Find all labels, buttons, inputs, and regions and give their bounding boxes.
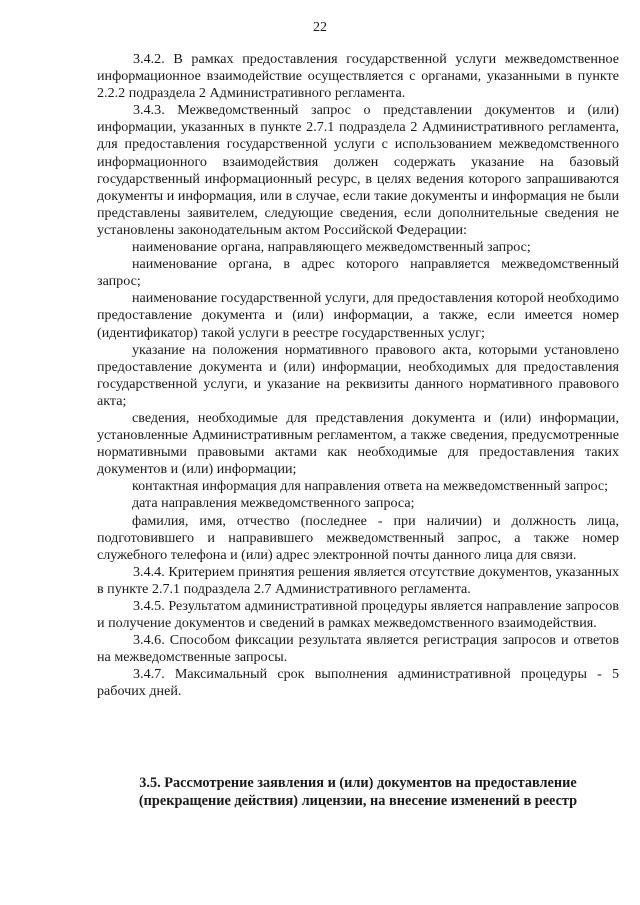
paragraph-3-4-2: 3.4.2. В рамках предоставления государственной услуги межведомственное информационное взаимодействие осуществляется с органами, указанными в пункте 2.2.2 подраздела 2 Административного регламента. (97, 51, 619, 102)
request-item-legal-act: указание на положения нормативного правового акта, которыми установлено предоставление документа и (или) информации, необходимых для предоставления государственной услуги, и указание на реквизиты данного нормативного правового акта; (97, 341, 619, 409)
request-item-contact-info: контактная информация для направления ответа на межведомственный запрос; (132, 478, 609, 495)
page-number: 22 (313, 20, 327, 35)
request-item-required-info: сведения, необходимые для представления документа и (или) информации, установленные Административным регламентом, а также сведения, предусмотренные нормативными правовыми актами как необходимые для предоставления таких документов и (или) информации; (97, 409, 619, 478)
paragraph-3-4-4: 3.4.4. Критерием принятия решения является отсутствие документов, указанных в пункте 2.7.1 подраздела 2.7 Административного регламента. (97, 563, 619, 597)
request-item-recipient-body: наименование органа, в адрес которого направляется межведомственный запрос; (97, 256, 619, 290)
request-item-service-name: наименование государственной услуги, для предоставления которой необходимо предоставление документа и (или) информации, а также, если имеется номер (идентификатор) такой услуги в реестре государственных услуг; (97, 290, 619, 341)
request-item-official: фамилия, имя, отчество (последнее - при наличии) и должность лица, подготовившего и направившего межведомственный запрос, а также номер служебного телефона и (или) адрес электронной почты данного лица для связи. (97, 512, 619, 563)
request-item-requesting-body: наименование органа, направляющего межведомственный запрос; (132, 239, 531, 256)
paragraph-3-4-5: 3.4.5. Результатом административной процедуры является направление запросов и получение документов и сведений в рамках межведомственного взаимодействия. (97, 598, 619, 632)
request-item-date: дата направления межведомственного запроса; (132, 495, 415, 512)
paragraph-3-4-7: 3.4.7. Максимальный срок выполнения административной процедуры - 5 рабочих дней. (97, 666, 619, 700)
section-heading-3-5 (97, 774, 619, 810)
section-heading-line-2: (прекращение действия) лицензии, на внесение изменений в реестр (138, 793, 578, 809)
paragraph-3-4-6: 3.4.6. Способом фиксации результата является регистрация запросов и ответов на межведомственные запросы. (97, 632, 619, 666)
section-heading-line-1: 3.5. Рассмотрение заявления и (или) документов на предоставление (139, 775, 577, 791)
document-body (97, 51, 619, 701)
paragraph-3-4-3: 3.4.3. Межведомственный запрос о представлении документов и (или) информации, указанных в пункте 2.7.1 подраздела 2 Административного регламента, для предоставления государственной услуги с использованием межведомственного информационного взаимодействия должен содержать указание на базовый государственный информационный ресурс, в целях ведения которого запрашиваются документы и информация, или в случае, если такие документы и информация не были представлены заявителем, следующие сведения, если дополнительные сведения не установлены законодательным актом Российской Федерации: (97, 102, 619, 238)
